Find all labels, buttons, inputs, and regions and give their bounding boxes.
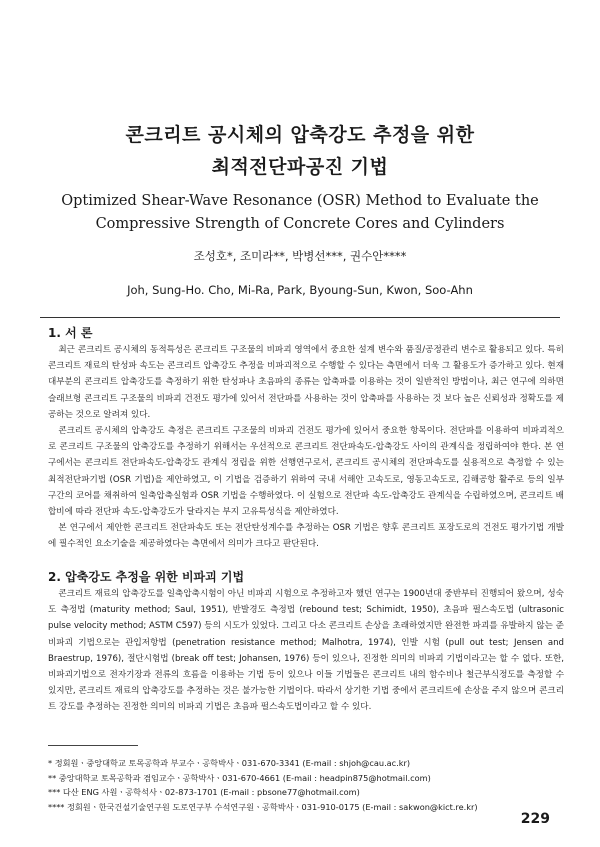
section-1-paragraph: 콘크리트 공시체의 압축강도 측정은 콘크리트 구조물의 비파괴 건전도 평가에 있어서 중요한 항목이다. 전단파를 이용하여 비파괴적으로 콘크리트 구조물의 압축강도를 추정하기 위해서는 우선적으로 콘크리트 전단파속도-압축강도 사이의 관계식을 정립하여야 한다. 본 연구에서는 콘크리트 전단파속도-압축강도 관계식 정립을 위한 선행연구로서, 콘크리트 공시체의 전단파속도를 실용적으로 측정할 수 있는 최적전단파기법 (OSR 기법)을 제안하였고, 이 기법을 검증하기 위하여 국내 서해안 고속도로, 영동고속도로, 김해공항 활주로 등의 일부 구간의 코어를 채취하여 일축압축실험과 OSR 기법을 수행하였다. 이 실험으로 전단파 속도-압축강도 관계식을 수립하였으며, 콘크리트 배합비에 따라 전단파 속도-압축강도가 달라지는 부지 고유특성식을 제안하였다. xyxy=(48,426,564,518)
footnote-rule xyxy=(48,745,138,746)
section-2-body xyxy=(48,586,564,716)
title-english-line-2: Compressive Strength of Concrete Cores and Cylinders xyxy=(95,216,505,232)
footnote-author-4: **** 정회원ㆍ한국건설기술연구원 도로연구부 수석연구원ㆍ공학박사ㆍ031-910-0175 (E-mail : sakwon@kict.re.kr) xyxy=(48,801,478,812)
title-english-line-1: Optimized Shear-Wave Resonance (OSR) Method to Evaluate the xyxy=(61,193,539,209)
footnotes xyxy=(48,756,568,814)
section-1-heading: 1. 서 론 xyxy=(48,326,93,340)
section-1-body xyxy=(48,342,564,553)
section-1-paragraph: 최근 콘크리트 공시체의 동적특성은 콘크리트 구조물의 비파괴 영역에서 중요한 설계 변수와 품질/공정관리 변수로 활용되고 있다. 특히 콘크리트 재료의 탄성파 속도는 콘크리트 압축강도 추정을 비파괴적으로 수행할 수 있다는 측면에서 더욱 그 활용도가 증가하고 있다. 현재 대부분의 콘크리트 압축강도를 측정하기 위한 탄성파나 초음파의 종류는 압축파를 이용하는 것이 일반적인 방법이나, 최근 연구에 의하면 슬래브형 콘크리트 구조물의 비파괴 건전도 평가에 있어서 전단파를 사용하는 것이 압축파를 사용하는 것 보다 높은 신뢰성과 정확도를 제공하는 것으로 알려져 있다. xyxy=(48,345,564,420)
footnote-author-2: ** 중앙대학교 토목공학과 겸임교수ㆍ공학박사ㆍ031-670-4661 (E-mail : headpin875@hotmail.com) xyxy=(48,772,431,783)
page-number: 229 xyxy=(520,811,550,827)
title-divider xyxy=(40,317,560,318)
title-korean-line-2: 최적전단파공진 기법 xyxy=(211,156,389,178)
title-korean-line-1: 콘크리트 공시체의 압축강도 추정을 위한 xyxy=(125,124,475,146)
footnote-author-3: *** 다산 ENG 사원ㆍ공학석사ㆍ02-873-1701 (E-mail : pbsone77@hotmail.com) xyxy=(48,787,360,798)
authors-korean: 조성호*, 조미라**, 박병선***, 권수안**** xyxy=(193,249,407,263)
section-2-heading: 2. 압축강도 추정을 위한 비파괴 기법 xyxy=(48,570,245,584)
section-1-paragraph: 본 연구에서 제안한 콘크리트 전단파속도 또는 전단탄성계수를 추정하는 OSR 기법은 향후 콘크리트 포장도로의 건전도 평가기법 개발에 필수적인 요소기술을 제공하였다는 측면에서 의미가 크다고 판단된다. xyxy=(48,523,564,550)
authors-english: Joh, Sung-Ho. Cho, Mi-Ra, Park, Byoung-Sun, Kwon, Soo-Ahn xyxy=(127,283,473,297)
footnote-author-1: * 정회원ㆍ중앙대학교 토목공학과 부교수ㆍ공학박사ㆍ031-670-3341 (E-mail : shjoh@cau.ac.kr) xyxy=(48,758,411,768)
section-2-paragraph: 콘크리트 재료의 압축강도를 일축압축시험이 아닌 비파괴 시험으로 추정하고자 했던 연구는 1900년대 중반부터 진행되어 왔으며, 성숙도 측정법 (maturity method; Saul, 1951), 반발경도 측정법 (rebound test; Schimidt, 1950), 초음파 펄스속도법 (ultrasonic pulse velocity method; ASTM C597) 등의 시도가 있었다. 그리고 다소 콘크리트 손상을 초래하였지만 완전한 파괴를 유발하지 않는 준비파괴 기법으로는 관입저항법 (penetration resistance method; Malhotra, 1974), 인발 시험 (pull out test; Jensen and Braestrup, 1976), 절단시험법 (break off test; Johansen, 1976) 등이 있으나, 진정한 의미의 비파괴 기법이라고는 할 수 없다. 또한, 비파괴기법으로 전자기장과 전류의 흐름을 이용하는 기법 등이 있으나 이들 기법들은 콘크리트 내의 함수비나 철근부식정도를 측정할 수 있지만, 콘크리트 재료의 압축강도를 추정하는 것은 불가능한 기법이다. 따라서 상기한 기법 중에서 콘크리트에 손상을 주지 않으며 콘크리트 강도를 추정하는 진정한 의미의 비파괴 기법은 초음파 펄스속도법이라고 할 수 있다. xyxy=(48,589,564,713)
